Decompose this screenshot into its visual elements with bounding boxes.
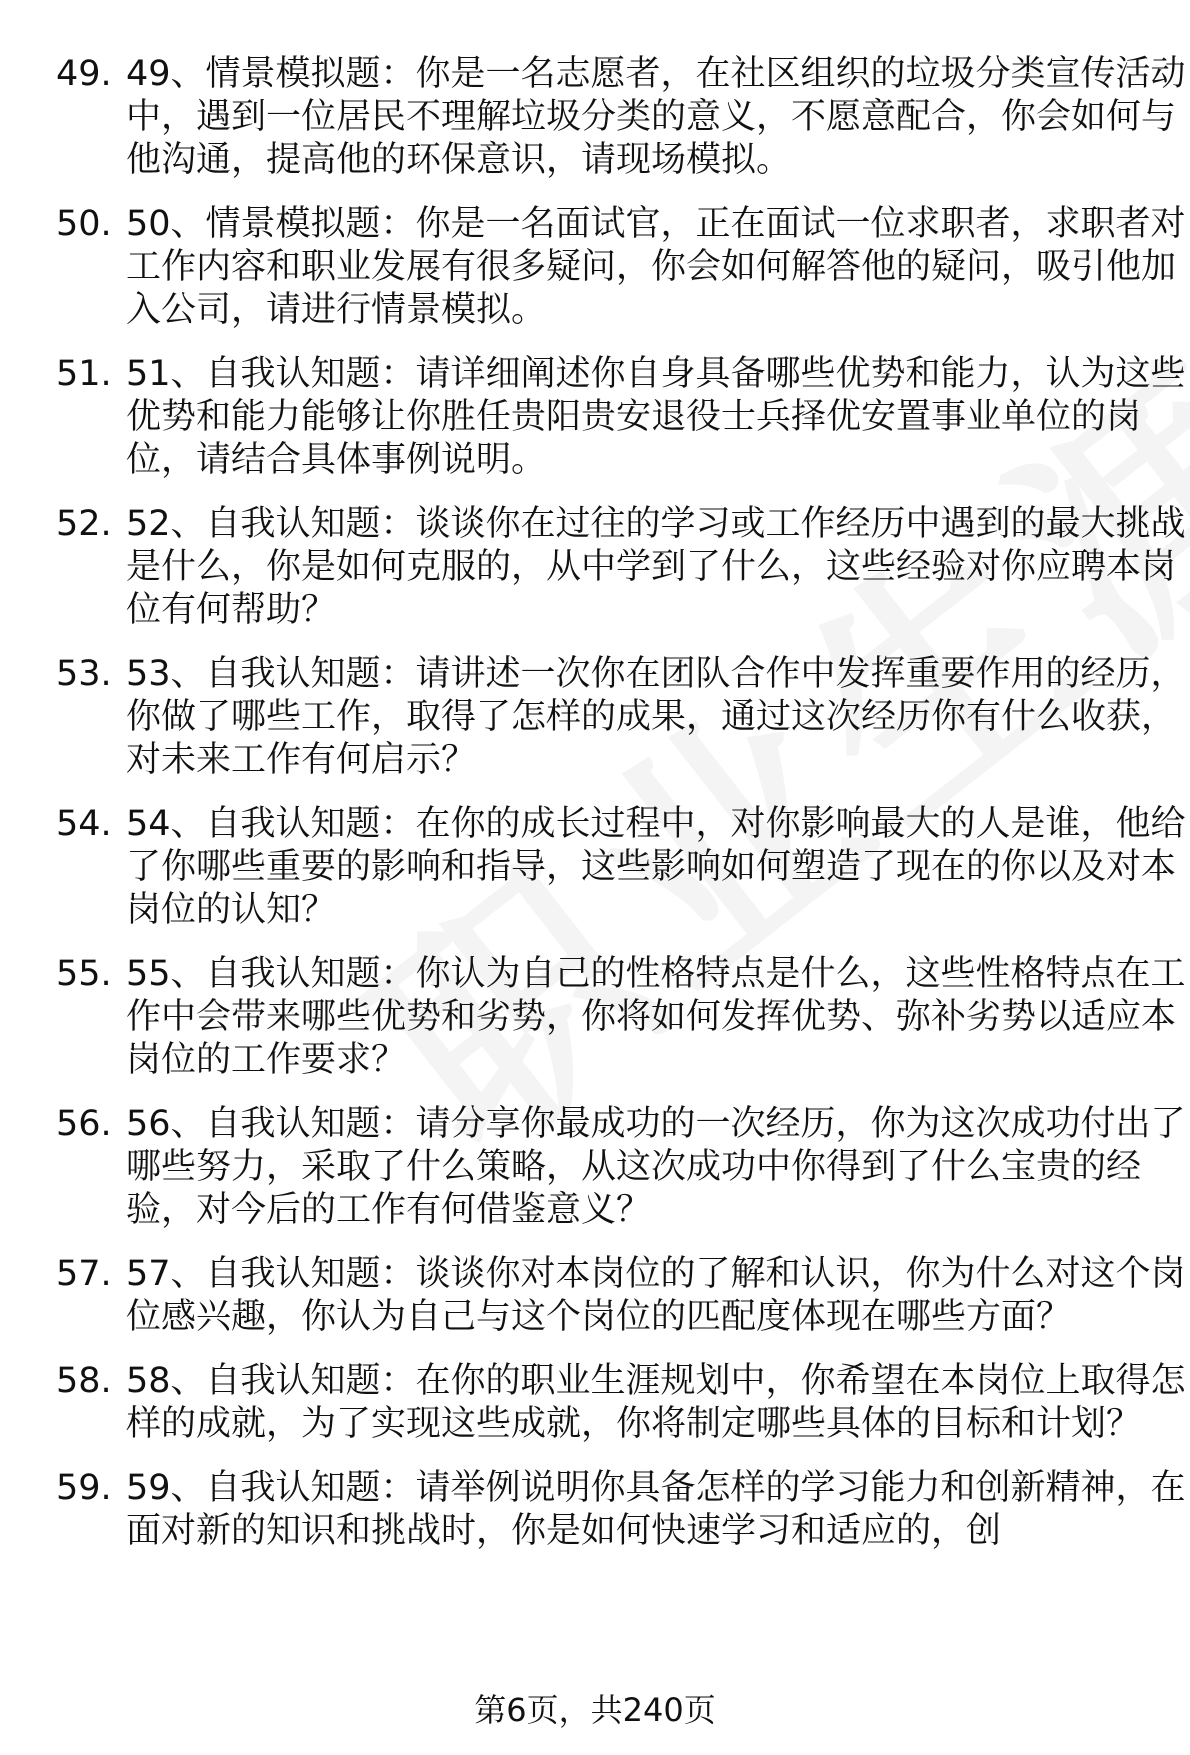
list-item <box>56 653 1190 782</box>
list-item <box>56 203 1190 332</box>
list-item <box>56 1103 1190 1232</box>
item-number: 59. <box>56 1468 112 1508</box>
item-text: 52、自我认知题：谈谈你在过往的学习或工作经历中遇到的最大挑战是什么，你是如何克服的，从中学到了什么，这些经验对你应聘本岗位有何帮助？ <box>126 504 1186 630</box>
list-item <box>56 1360 1190 1446</box>
item-number: 55. <box>56 954 112 994</box>
item-text: 57、自我认知题：谈谈你对本岗位的了解和认识，你为什么对这个岗位感兴趣，你认为自己与这个岗位的匹配度体现在哪些方面？ <box>126 1254 1186 1337</box>
list-item <box>56 353 1190 482</box>
item-text: 55、自我认知题：你认为自己的性格特点是什么，这些性格特点在工作中会带来哪些优势和劣势，你将如何发挥优势、弥补劣势以适应本岗位的工作要求？ <box>126 954 1186 1080</box>
list-item <box>56 953 1190 1082</box>
item-number: 52. <box>56 504 112 544</box>
item-number: 50. <box>56 204 112 244</box>
list-item <box>56 53 1190 182</box>
item-text: 58、自我认知题：在你的职业生涯规划中，你希望在本岗位上取得怎样的成就，为了实现这些成就，你将制定哪些具体的目标和计划？ <box>126 1361 1186 1444</box>
item-text: 56、自我认知题：请分享你最成功的一次经历，你为这次成功付出了哪些努力，采取了什么策略，从这次成功中你得到了什么宝贵的经验，对今后的工作有何借鉴意义？ <box>126 1104 1186 1230</box>
item-number: 51. <box>56 354 112 394</box>
item-number: 49. <box>56 54 112 94</box>
item-number: 54. <box>56 804 112 844</box>
question-list <box>56 53 1186 1574</box>
list-item <box>56 1253 1190 1339</box>
item-number: 57. <box>56 1254 112 1294</box>
item-text: 59、自我认知题：请举例说明你具备怎样的学习能力和创新精神，在面对新的知识和挑战时，你是如何快速学习和适应的，创 <box>126 1468 1186 1551</box>
item-text: 50、情景模拟题：你是一名面试官，正在面试一位求职者，求职者对工作内容和职业发展有很多疑问，你会如何解答他的疑问，吸引他加入公司，请进行情景模拟。 <box>126 204 1186 330</box>
item-text: 53、自我认知题：请讲述一次你在团队合作中发挥重要作用的经历，你做了哪些工作，取得了怎样的成果，通过这次经历你有什么收获，对未来工作有何启示？ <box>126 654 1186 780</box>
list-item <box>56 803 1190 932</box>
page-footer: 第6页，共240页 <box>474 1691 716 1729</box>
list-item <box>56 1467 1190 1553</box>
item-text: 49、情景模拟题：你是一名志愿者，在社区组织的垃圾分类宣传活动中，遇到一位居民不理解垃圾分类的意义，不愿意配合，你会如何与他沟通，提高他的环保意识，请现场模拟。 <box>126 54 1186 180</box>
item-text: 54、自我认知题：在你的成长过程中，对你影响最大的人是谁，他给了你哪些重要的影响和指导，这些影响如何塑造了现在的你以及对本岗位的认知？ <box>126 804 1186 930</box>
item-number: 58. <box>56 1361 112 1401</box>
item-number: 56. <box>56 1104 112 1144</box>
item-number: 53. <box>56 654 112 694</box>
list-item <box>56 503 1190 632</box>
item-text: 51、自我认知题：请详细阐述你自身具备哪些优势和能力，认为这些优势和能力能够让你胜任贵阳贵安退役士兵择优安置事业单位的岗位，请结合具体事例说明。 <box>126 354 1186 480</box>
